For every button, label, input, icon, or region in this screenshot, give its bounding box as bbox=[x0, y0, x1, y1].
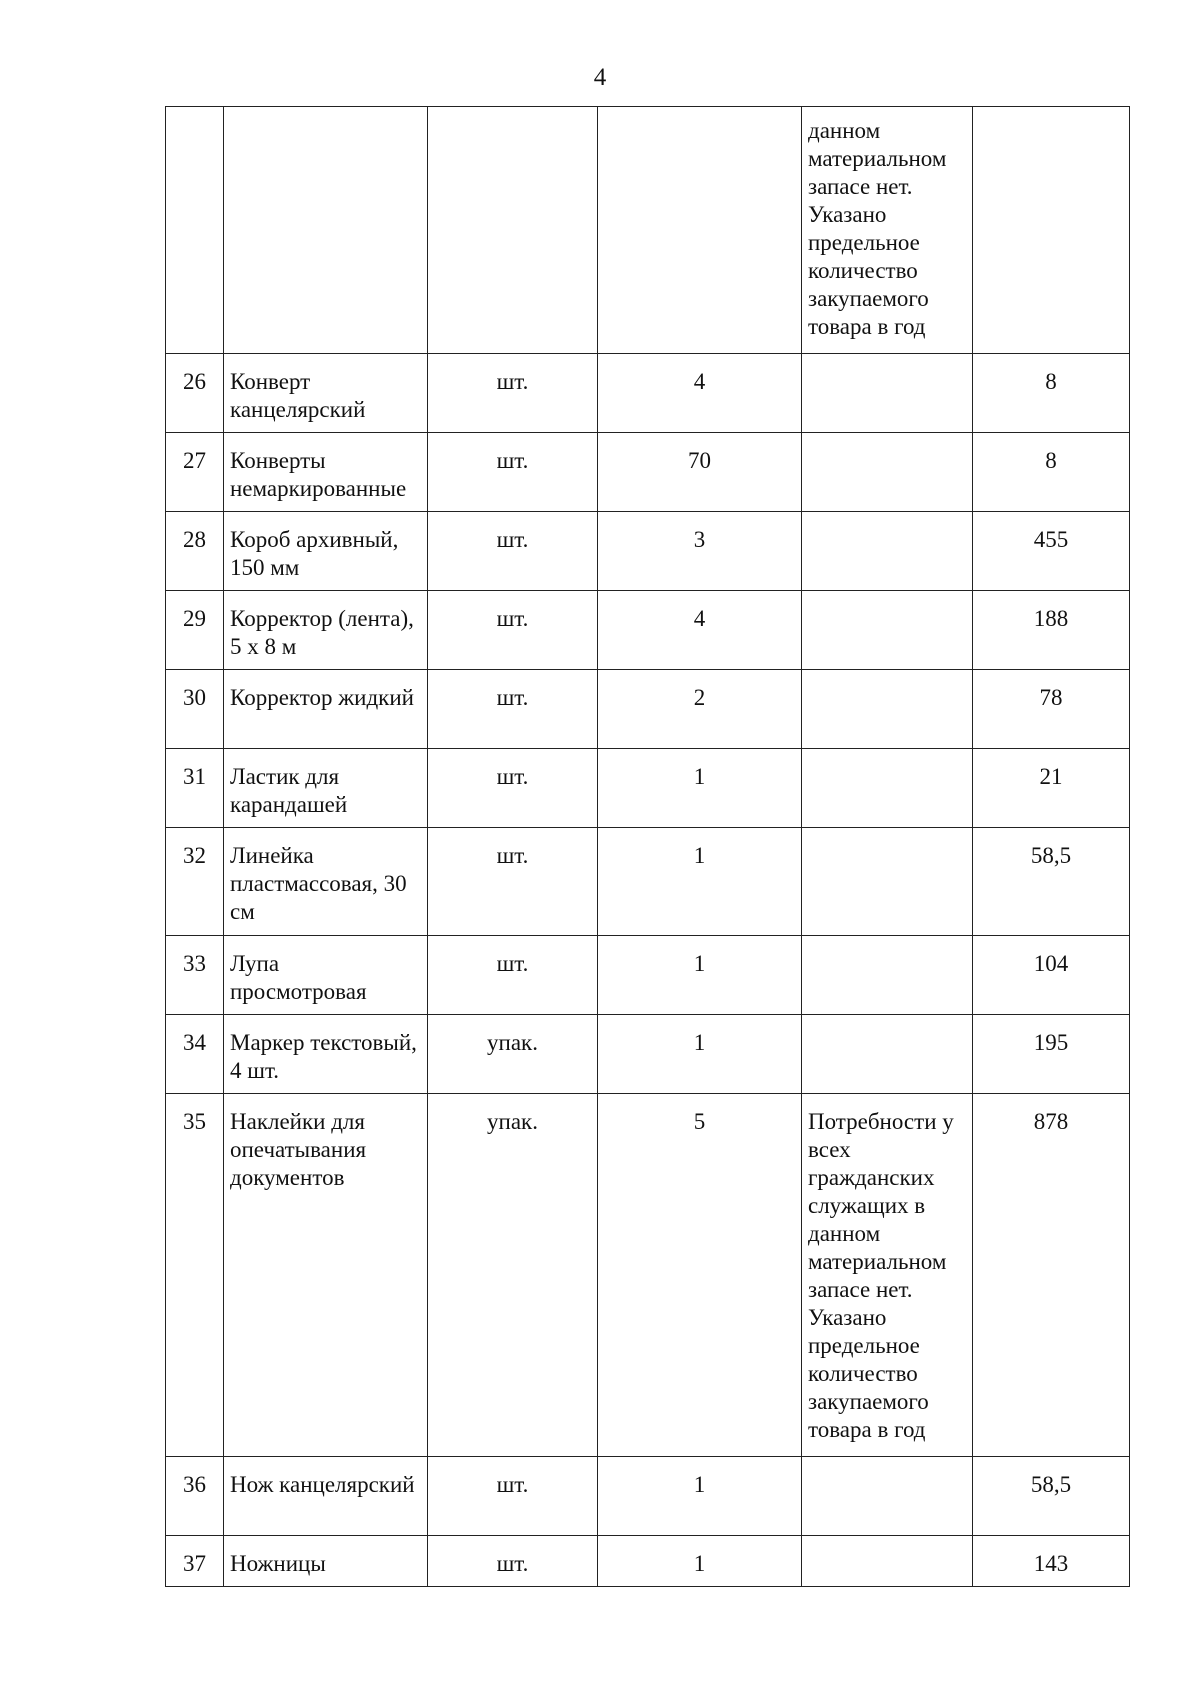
cell-unit: упак. bbox=[428, 1094, 598, 1457]
page-number: 4 bbox=[593, 64, 607, 91]
cell-unit: шт. bbox=[428, 670, 598, 749]
cell-price: 58,5 bbox=[973, 828, 1130, 936]
cell-note bbox=[802, 512, 973, 591]
cell-name: Наклейки для опечатывания документов bbox=[224, 1094, 428, 1457]
goods-table bbox=[165, 106, 1130, 1587]
table-row bbox=[166, 1094, 1130, 1457]
table-row bbox=[166, 591, 1130, 670]
cell-number: 32 bbox=[166, 828, 224, 936]
cell-quantity: 1 bbox=[598, 1536, 802, 1587]
cell-number: 37 bbox=[166, 1536, 224, 1587]
cell-name: Ластик для карандашей bbox=[224, 749, 428, 828]
cell-unit: шт. bbox=[428, 433, 598, 512]
table-row bbox=[166, 1536, 1130, 1587]
cell-number: 35 bbox=[166, 1094, 224, 1457]
table-row bbox=[166, 512, 1130, 591]
cell-name: Ножницы bbox=[224, 1536, 428, 1587]
cell-unit: шт. bbox=[428, 749, 598, 828]
cell-price bbox=[973, 107, 1130, 354]
cell-quantity: 1 bbox=[598, 749, 802, 828]
cell-quantity: 1 bbox=[598, 936, 802, 1015]
cell-unit: шт. bbox=[428, 1536, 598, 1587]
cell-quantity: 1 bbox=[598, 1015, 802, 1094]
table-row-continuation bbox=[166, 107, 1130, 354]
cell-quantity: 1 bbox=[598, 828, 802, 936]
cell-unit: упак. bbox=[428, 1015, 598, 1094]
cell-number: 27 bbox=[166, 433, 224, 512]
cell-name: Нож канцелярский bbox=[224, 1457, 428, 1536]
cell-name: Корректор (лента), 5 х 8 м bbox=[224, 591, 428, 670]
table-row bbox=[166, 828, 1130, 936]
cell-unit: шт. bbox=[428, 1457, 598, 1536]
cell-quantity: 1 bbox=[598, 1457, 802, 1536]
cell-note: Потребности у всех гражданских служащих в данном материальном запасе нет. Указано предельное количество закупаемого товара в год bbox=[802, 1094, 973, 1457]
table-row bbox=[166, 1015, 1130, 1094]
cell-name: Конверты немаркированные bbox=[224, 433, 428, 512]
cell-number: 34 bbox=[166, 1015, 224, 1094]
cell-price: 104 bbox=[973, 936, 1130, 1015]
cell-note bbox=[802, 1015, 973, 1094]
cell-name: Короб архивный, 150 мм bbox=[224, 512, 428, 591]
cell-quantity: 3 bbox=[598, 512, 802, 591]
table-row bbox=[166, 354, 1130, 433]
cell-price: 143 bbox=[973, 1536, 1130, 1587]
cell-unit: шт. bbox=[428, 512, 598, 591]
cell-note bbox=[802, 828, 973, 936]
cell-unit: шт. bbox=[428, 936, 598, 1015]
cell-note bbox=[802, 354, 973, 433]
cell-quantity: 4 bbox=[598, 591, 802, 670]
cell-number: 26 bbox=[166, 354, 224, 433]
cell-quantity: 70 bbox=[598, 433, 802, 512]
cell-number: 30 bbox=[166, 670, 224, 749]
cell-name bbox=[224, 107, 428, 354]
cell-note bbox=[802, 749, 973, 828]
cell-number: 33 bbox=[166, 936, 224, 1015]
cell-unit: шт. bbox=[428, 828, 598, 936]
table-row bbox=[166, 936, 1130, 1015]
table-row bbox=[166, 1457, 1130, 1536]
cell-price: 8 bbox=[973, 433, 1130, 512]
cell-price: 78 bbox=[973, 670, 1130, 749]
cell-price: 188 bbox=[973, 591, 1130, 670]
cell-note bbox=[802, 433, 973, 512]
cell-price: 58,5 bbox=[973, 1457, 1130, 1536]
cell-number bbox=[166, 107, 224, 354]
cell-name: Конверт канцелярский bbox=[224, 354, 428, 433]
table-row bbox=[166, 433, 1130, 512]
cell-note bbox=[802, 936, 973, 1015]
cell-unit bbox=[428, 107, 598, 354]
cell-number: 29 bbox=[166, 591, 224, 670]
cell-number: 36 bbox=[166, 1457, 224, 1536]
cell-price: 195 bbox=[973, 1015, 1130, 1094]
cell-number: 28 bbox=[166, 512, 224, 591]
cell-price: 21 bbox=[973, 749, 1130, 828]
cell-price: 455 bbox=[973, 512, 1130, 591]
cell-quantity: 2 bbox=[598, 670, 802, 749]
cell-note bbox=[802, 591, 973, 670]
cell-quantity: 4 bbox=[598, 354, 802, 433]
cell-name: Корректор жидкий bbox=[224, 670, 428, 749]
cell-price: 8 bbox=[973, 354, 1130, 433]
table-row bbox=[166, 670, 1130, 749]
table-row bbox=[166, 749, 1130, 828]
cell-name: Лупа просмотровая bbox=[224, 936, 428, 1015]
cell-quantity: 5 bbox=[598, 1094, 802, 1457]
cell-note bbox=[802, 1536, 973, 1587]
cell-name: Маркер текстовый, 4 шт. bbox=[224, 1015, 428, 1094]
cell-note bbox=[802, 1457, 973, 1536]
goods-table-body bbox=[166, 107, 1130, 1587]
cell-quantity bbox=[598, 107, 802, 354]
cell-number: 31 bbox=[166, 749, 224, 828]
cell-note: данном материальном запасе нет. Указано предельное количество закупаемого товара в год bbox=[802, 107, 973, 354]
cell-name: Линейка пластмассовая, 30 см bbox=[224, 828, 428, 936]
cell-unit: шт. bbox=[428, 591, 598, 670]
cell-note bbox=[802, 670, 973, 749]
cell-unit: шт. bbox=[428, 354, 598, 433]
cell-price: 878 bbox=[973, 1094, 1130, 1457]
